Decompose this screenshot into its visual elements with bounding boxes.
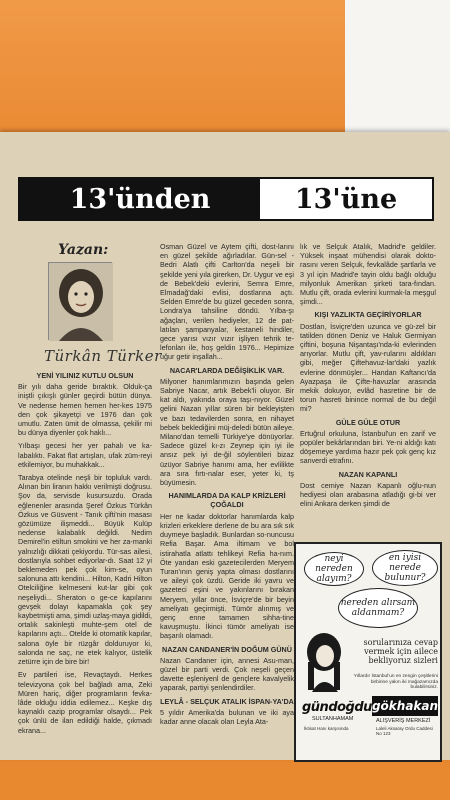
section-heading: LEYLÂ - SELÇUK ATALIK İSPAN-YA'DA [160, 696, 294, 706]
paragraph: Milyoner hanımlarımızın başında gelen Sabriye Nacar, artık Bebek'li oluyor. Bir kat aldı, yakında oraya taşı-nıyor. Güzel gelini Nazan yıllar süren bir bekleyişten ve bazı tedavilerden sonra, en nihayet bebek beklediğini müj-deledi bütün aileye. Milano'dan temelli Türkiye'ye dönüyorlar. Sadece güzel kı-zı Zeynep için iyi ile ansız pek iyi de-ğil söylentileri bizaz üzüyor Sabriye hanımı ama, her evlilikte ara sıra fırtı-nalar eser, yeter ki, tş büyümesin. [160, 376, 294, 488]
section-heading: YENİ YILINIZ KUTLU OLSUN [36, 371, 134, 380]
address-left: İktisat Hanı karşısında [304, 726, 349, 731]
article-column-2 [160, 242, 294, 730]
section-heading: NAZAN KAPANLI [338, 469, 398, 479]
address-right: Laleli Aksaray Ordu Caddesi No 123 [376, 726, 433, 736]
paragraph: Dost cemiye Nazan Kapanlı oğlu-nun hediyesi olan arabasına atladığı gi-bi ver elini Ankara derken şimdi de [300, 480, 436, 509]
banner-title-right: 13'üne [294, 183, 398, 215]
paragraph: Nazan Candaner için, annesi Asu-man, güzel bir parti verdi. Çok neşeli geçen davette eşleniyenl de gençlere kavalyelik yaparak, partiyi şenlendirdiler. [160, 655, 294, 693]
speech-bubble: neyi nereden alayım? [304, 552, 364, 586]
ad-slogan: sorularınıza cevap vermek için ailece bekliyoruz sizleri [363, 638, 438, 665]
newspaper-page [0, 132, 450, 760]
paragraph: 5 yıldır Amerika'da bulunan ve iki aya kadar anne olacak olan Leyla Ata- [160, 707, 294, 726]
author-portrait [48, 262, 112, 340]
paragraph: Her ne kadar doktorlar hanımlarda kalp krizleri erkeklere derlene de bu ara sık sık duymeye başladık. Bunlardan so-nuncusu Refia Başar. Ama iltimam ve bol istirahatla atlattı tehlikeyi Refia ha-nım. Öte yandan eski gazetecilerden Meryem Turan'ının geniş yapta olması dostlarını ve aileyi çok üzdü. Geride iki yavru ve gazeteci eşini ve yakınlarını bırakan Meryem, yıllar önce, İsviçre'de bir beyin ameliyatı geçirmişti. Tümör alınmış ve genç enne tamamen sihha-tine kavuşmuştu. İkinci tümör ameliyatı ise başarılı olamadı. [160, 511, 294, 641]
brand-location-left: SULTANHAMAM [312, 716, 354, 722]
paragraph: Yılbaşı gecesi her yer pahalı ve ka-labalıktı. Fakat flat artışları, ufak züm-reyi etkilemiyor, bu muhakkak... [18, 441, 152, 469]
brand-gokhakan: gökhakan [372, 696, 438, 716]
column-banner [18, 177, 434, 221]
advertisement [294, 542, 442, 762]
background-white [345, 0, 450, 150]
section-heading: NACAR'LARDA DEĞİŞİKLİK VAR. [169, 365, 285, 375]
woman-illustration [304, 632, 344, 694]
paragraph: Ertuğrul orkuluna, İstanbul'un en zarif ve popüler bekârlarından biri. Ye-ni aldığı katı döşemeye yardıma hazır pek çok genç kız sanverdi etrafını. [300, 428, 436, 466]
background-bottom [0, 760, 450, 800]
paragraph: Bir yılı daha geride bıraktık. Olduk-ça iniştli çıkışlı günler geçirdi bütün dünya. Ve nedense hemen hemen her-kes 1975 den çok şikayetçi ve 1976 dan çok umutlu. Zaten ümit de olmassa, çekilir mi bu dünya diyenler çok haklı... [18, 382, 152, 438]
paragraph: lık ve Selçuk Atalık, Madrid'e geldiler. Yüksek inşaat mühendisi olarak dokto-rasını veren Selçuk, fevkalâde şartlarla ve 3 yıl için Madrid'e tayin oldu bağlı olduğu milyonluk Amerikan şirketi tara-fından. Mutlu çift, orada evlerini kurmak-la meşgul şimdi... [300, 242, 436, 307]
background-orange [0, 0, 345, 150]
paragraph: Ev partileri ise, Revaçtaydı. Herkes televizyona çok bel bağladı ama, Zeki Müren hariç, diğer programların fevka-lâde olduğu iddia edilemez... Keşke dış kaynaklı cazip programlar olsaydı... Pek çok ünlü de ilan edildiği halde, çıkmadı ekrana... [18, 670, 152, 735]
paragraph: Osman Güzel ve Aytem çifti, dost-larını en güzel şekilde ağırladılar. Gün-sel - Bedri Alatlı çifti Carlton'da neşeli bir şekilde yeni yıla girerken, Dr. Uygur ve eşi de Bebek'deki evlerini, Semra Emre, Elmadağ'daki evlisi, dostlarına açtı. Selden Emre'de bu güzel geceden sonra, Londra'ya tahsiline döndü. Yılba-şı ağaçları, verilen hediyeler, 12 de pat-latılan şampanyalar, kestaneli hindiler, gece yarısı vızır vızır işliyen tehrik te-lefonları ile, hoş geldin 1976... Hepimize uğur getir inşallah... [160, 242, 294, 362]
section-heading: GÜLE GÜLE OTUR [335, 417, 401, 427]
section-heading: KIŞI YAZLIKTA GEÇİRİYORLAR [314, 310, 422, 320]
byline-label: Yazan: [58, 242, 109, 258]
ad-note: Yıllardır İstanbul'un en zengin çeşitlerini birbirine yakın iki mağazamızda bulabilirsiniz. [353, 674, 438, 690]
section-heading: NAZAN CANDANER'İN DOĞUM GÜNÜ [162, 644, 292, 654]
paragraph: Tarabya otelinde neşli bir topluluk vardı. Alınan bin liranın hakkı verilmişti doğrusu. Şov da, servisde kusursuzdu. Orada eğlenenler arasında Şeref Özkus Türkân Özkus ve Güsvent - Tanık çifti'nin masası gözümüze ilişmeddi... Büyük Kulüp nedense kalabalık değildi. Nedim Demirel'in etiltun smokini ve her za-manki yalnızlığı dikkati çekiyordu. Tür-sas ailesi, dostlarıyla sohbet ediyorlar-dı. Saat 12 yi beklemeden pek çok kim-se, oyun salonuna attı kendini... Hilton, Kadri Hilton Otelciliğine kelmeseni kut-lar gibi çok neşeliydi... Sheraton o ge-ce kapılarını gevşek dolayı kapamakla çok şey kaybetmişti ama, şimdi uzlaş-maya gidildi, ortalık sakinleşti muhte-şem otel de kapılarını açtı... Otelde ki otomatik kapılar, salona öyle bir rüzgâr dolduruyor ki, salonda ne saç, ne etek kalıyor, üstelik zetürre için de bire bir! [18, 473, 152, 667]
article-column-1 [18, 368, 152, 739]
brand-gundogdu: gündoğdu [302, 700, 372, 715]
speech-bubble: nereden alırsam aldanmam? [338, 588, 418, 628]
speech-bubble: en iyisi nerede bulunur? [372, 550, 438, 586]
section-heading: HANIMLARDA DA KALP KRİZLERİ ÇOĞALDI [168, 491, 286, 510]
author-signature: Türkân Türker [44, 347, 162, 365]
article-column-3 [300, 242, 436, 512]
paragraph: Dostları, İsviçre'den uzunca ve gü-zel bir tatilden dönen Deniz ve Haluk Germiyan çiftini, boşuna Nişantaşı'nda-ki evlerinden arıyorlar. Mutlu çift, yav-rularını aldıkları gibi, meğer Çiftehavuz-lar'daki yazlık evlerine dönmüşler... Handan Kaftancı'da Ayazpaşa ile Çifte-havuzlar arasında mekik dokuyor, evlâd hasretine bir de torun hasreti binince normal de bu değil mi? [300, 321, 436, 414]
banner-title-left: 13'ünden [20, 179, 260, 219]
brand-location-right: ALIŞVERİŞ MERKEZİ [376, 718, 431, 724]
